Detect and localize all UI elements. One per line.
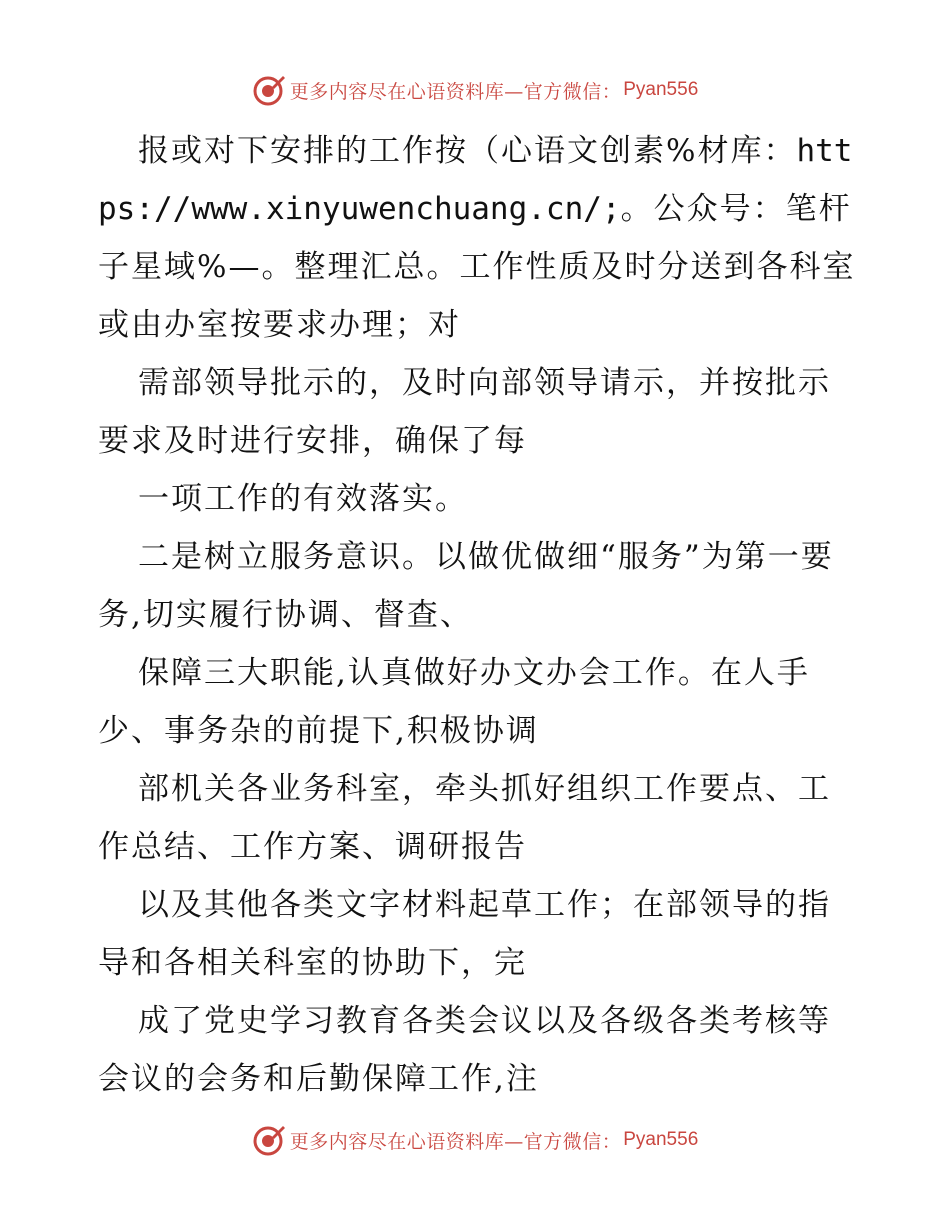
footer-banner-text: 更多内容尽在心语资料库—官方微信： — [289, 1130, 622, 1153]
paragraph-1-text: 报或对下安排的工作按（心语文创素%材库： — [138, 133, 797, 169]
url-text: https://www.xinyuwenchuang.cn/; — [98, 133, 853, 227]
paragraph-3: 一项工作的有效落实。 — [138, 481, 468, 517]
paragraph-4: 二是树立服务意识。以做优做细“服务”为第一要务,切实履行协调、督查、 — [98, 539, 834, 633]
paragraph-7: 以及其他各类文字材料起草工作；在部领导的指导和各相关科室的协助下，完 — [98, 887, 831, 981]
footer-watermark-banner — [0, 1120, 950, 1160]
paragraph-6: 部机关各业务科室，牵头抓好组织工作要点、工作总结、工作方案、调研报告 — [98, 771, 831, 865]
footer-banner-handle: Pyan556 — [623, 1129, 699, 1150]
header-banner-text: 更多内容尽在心语资料库—官方微信： — [289, 80, 622, 103]
header-banner-handle: Pyan556 — [623, 79, 699, 100]
paragraph-8: 成了党史学习教育各类会议以及各级各类考核等会议的会务和后勤保障工作,注 — [98, 1003, 831, 1097]
paragraph-5: 保障三大职能,认真做好办文办会工作。在人手少、事务杂的前提下,积极协调 — [98, 655, 810, 749]
paragraph-2: 需部领导批示的，及时向部领导请示，并按批示要求及时进行安排，确保了每 — [98, 365, 831, 459]
paragraph-1 — [98, 122, 858, 354]
document-body — [98, 122, 858, 1108]
brush-logo-icon — [252, 1123, 286, 1157]
paragraph-1-cont: 。公众号：笔杆子星域%—。整理汇总。工作性质及时分送到各科室或由办室按要求办理；对 — [98, 191, 856, 343]
brush-logo-icon — [252, 73, 286, 107]
header-watermark-banner — [0, 70, 950, 110]
